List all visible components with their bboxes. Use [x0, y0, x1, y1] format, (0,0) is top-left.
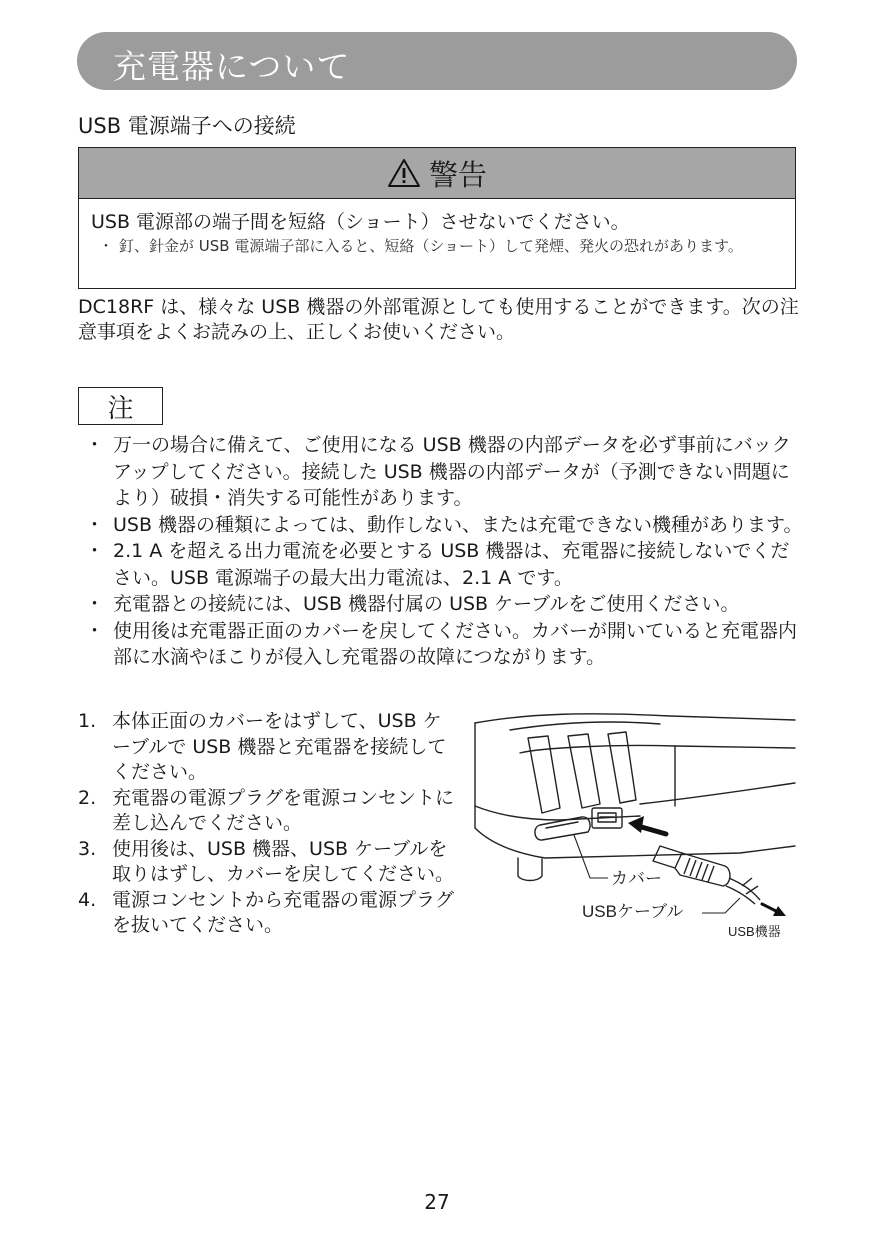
usb-cable-label: USBケーブル — [582, 902, 684, 921]
step-text: 充電器の電源プラグを電源コンセントに差し込んでください。 — [112, 786, 455, 834]
step-number: 2. — [78, 786, 97, 809]
steps-list — [78, 709, 460, 939]
step-item — [78, 888, 460, 939]
note-item-text: 万一の場合に備えて、ご使用になる USB 機器の内部データを必ず事前にバックアップしてください。接続した USB 機器の内部データが（予測できない問題により）破損・消失する可能性があります。 — [113, 434, 791, 509]
note-item — [80, 618, 805, 671]
note-item — [80, 432, 805, 512]
warning-title: 警告 — [428, 157, 487, 192]
page-title: 充電器について — [113, 47, 351, 86]
usb-device-label: USB機器 — [728, 924, 781, 939]
bullet-dot: ・ — [85, 513, 105, 536]
step-text: 本体正面のカバーをはずして、USB ケーブルで USB 機器と充電器を接続してください。 — [112, 710, 447, 783]
page-title-bar — [77, 32, 797, 90]
step-text: 電源コンセントから充電器の電源プラグを抜いてください。 — [112, 888, 455, 936]
step-number: 1. — [78, 710, 97, 732]
page-number: 27 — [424, 1190, 450, 1214]
cover-label: カバー — [611, 869, 662, 888]
note-label: 注 — [107, 393, 134, 424]
bullet-dot: ・ — [85, 593, 105, 615]
step-text: 使用後は、USB 機器、USB ケーブルを取りはずし、カバーを戻してください。 — [112, 837, 455, 885]
charger-usb-illustration — [470, 708, 800, 958]
note-item-text: 2.1 A を超える出力電流を必要とする USB 機器は、充電器に接続しないでください。USB 電源端子の最大出力電流は、2.1 A です。 — [113, 540, 790, 589]
warning-header — [79, 148, 795, 199]
warning-sub-bullet: ・ — [99, 239, 113, 255]
note-item — [80, 538, 805, 591]
bullet-dot: ・ — [85, 434, 105, 456]
step-number: 3. — [78, 837, 97, 860]
section-heading: USB 電源端子への接続 — [78, 114, 296, 138]
step-item — [78, 786, 460, 837]
note-item — [80, 591, 805, 618]
step-item — [78, 709, 460, 786]
warning-box — [78, 147, 796, 289]
bullet-dot: ・ — [85, 540, 105, 562]
note-item-text: USB 機器の種類によっては、動作しない、または充電できない機種があります。 — [113, 513, 803, 536]
note-list — [80, 432, 805, 671]
warning-sub-text: 釘、針金が USB 電源端子部に入ると、短絡（ショート）して発煙、発火の恐れがあります。 — [119, 237, 743, 255]
note-label-box — [78, 387, 163, 425]
warning-triangle-icon — [387, 158, 421, 188]
step-number: 4. — [78, 888, 97, 911]
step-item — [78, 837, 460, 888]
note-item-text: 充電器との接続には、USB 機器付属の USB ケーブルをご使用ください。 — [113, 593, 740, 615]
note-item-text: 使用後は充電器正面のカバーを戻してください。カバーが開いていると充電器内部に水滴やほこりが侵入し充電器の故障につながります。 — [113, 619, 798, 668]
intro-paragraph: DC18RF は、様々な USB 機器の外部電源としても使用することができます。次の注意事項をよくお読みの上、正しくお使いください。 — [78, 296, 799, 343]
warning-main-text: USB 電源部の端子間を短絡（ショート）させないでください。 — [91, 211, 630, 233]
note-item — [80, 512, 805, 539]
bullet-dot: ・ — [85, 619, 105, 642]
